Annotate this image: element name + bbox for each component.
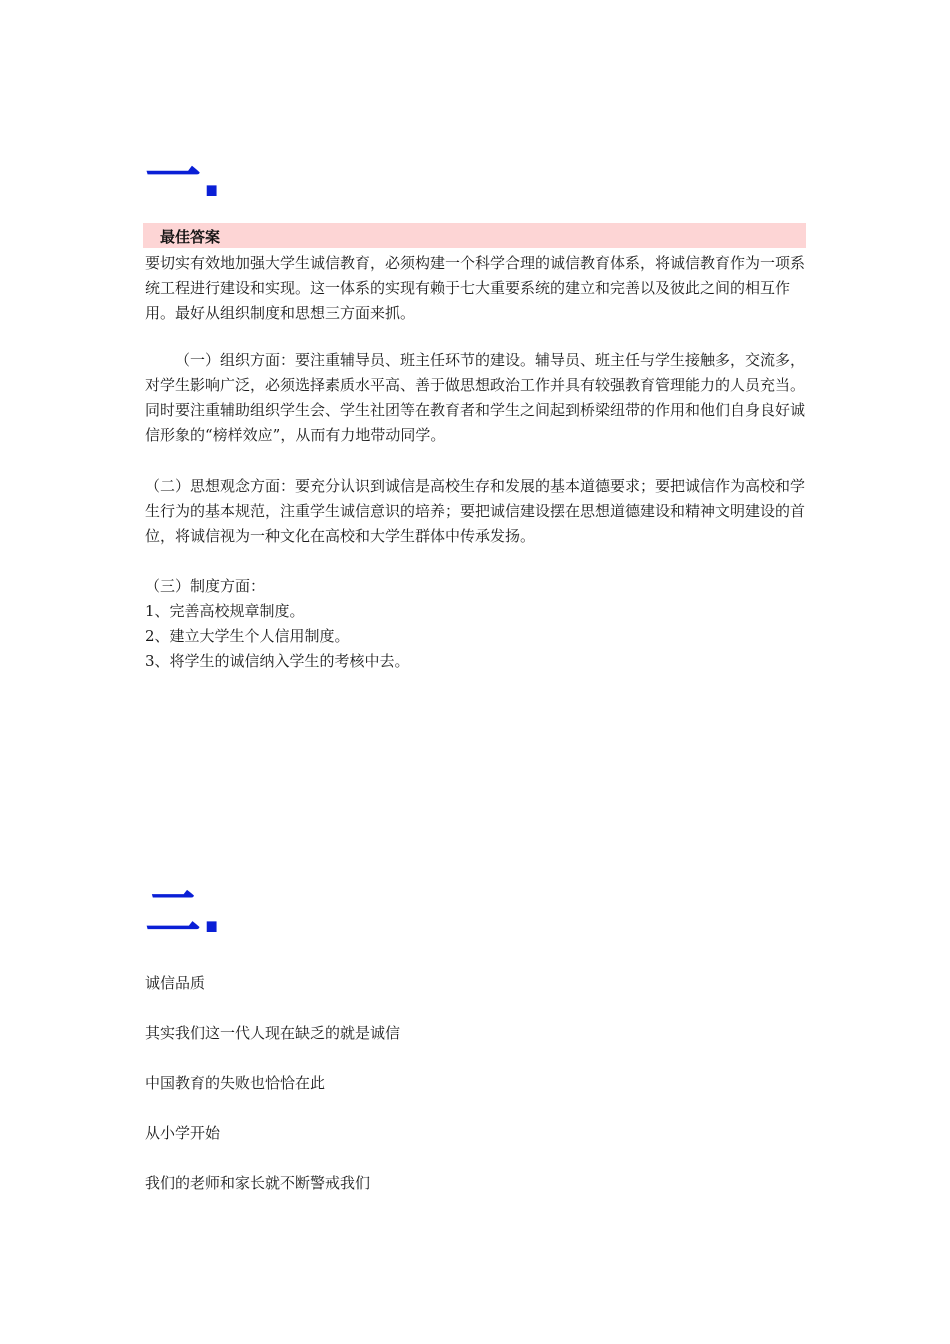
organization-paragraph: （一）组织方面：要注重辅导员、班主任环节的建设。辅导员、班主任与学生接触多，交流多，对学生影响广泛，必须选择素质水平高、善于做思想政治工作并具有较强教育管理能力的人员充当。同时要注重辅助组织学生会、学生社团等在教育者和学生之间起到桥梁纽带的作用和他们自身良好诚信形象的“榜样效应”，从而有力地带动同学。 — [145, 351, 806, 444]
intro-paragraph: 要切实有效地加强大学生诚信教育，必须构建一个科学合理的诚信教育体系，将诚信教育作为一项系统工程进行建设和实现。这一体系的实现有赖于七大重要系统的建立和完善以及彼此之间的相互作用。最好从组织制度和思想三方面来抓。 — [145, 254, 806, 322]
section-two-line: 中国教育的失败也恰恰在此 — [145, 1074, 326, 1092]
section-two-line: 我们的老师和家长就不断警戒我们 — [145, 1174, 371, 1192]
system-item: 3、将学生的诚信纳入学生的考核中去。 — [145, 652, 410, 670]
thought-paragraph: （二）思想观念方面：要充分认识到诚信是高校生存和发展的基本道德要求；要把诚信作为高校和学生行为的基本规范，注重学生诚信意识的培养；要把诚信建设摆在思想道德建设和精神文明建设的首位，将诚信视为一种文化在高校和大学生群体中传承发扬。 — [145, 477, 806, 545]
system-item: 2、建立大学生个人信用制度。 — [145, 627, 350, 645]
system-item: 1、完善高校规章制度。 — [145, 602, 305, 620]
section-two-line: 诚信品质 — [145, 974, 206, 992]
system-section — [145, 574, 810, 674]
section-two-numeral: 二. — [145, 881, 223, 946]
section-one-numeral: 一. — [145, 145, 223, 210]
best-answer-banner — [143, 223, 806, 248]
section-two-line: 从小学开始 — [145, 1124, 221, 1142]
system-heading: （三）制度方面： — [145, 577, 266, 595]
section-two-line: 其实我们这一代人现在缺乏的就是诚信 — [145, 1024, 401, 1042]
best-answer-label: 最佳答案 — [160, 228, 221, 246]
